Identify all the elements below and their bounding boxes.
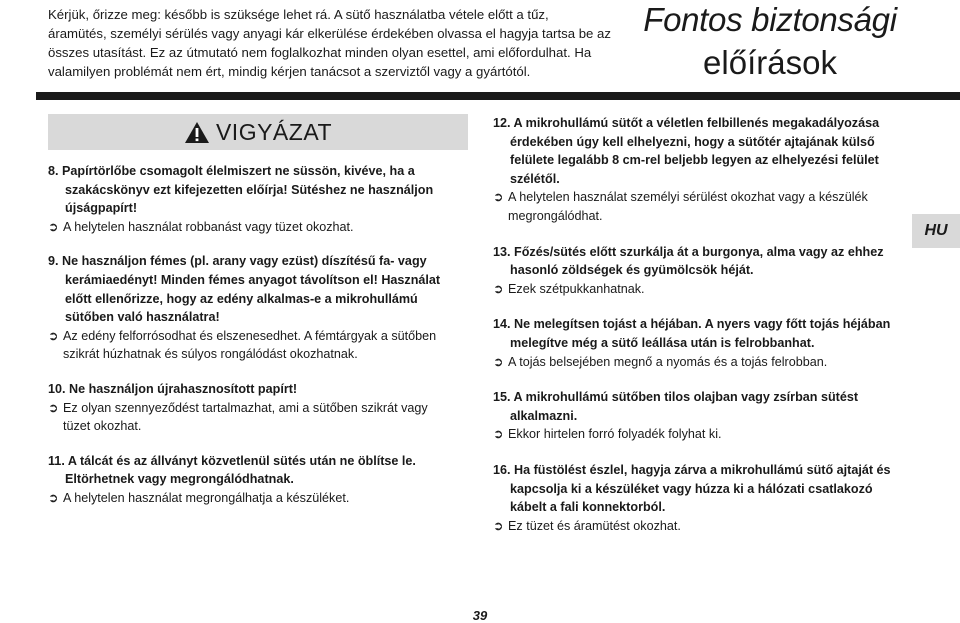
safety-item-heading-line: 12. A mikrohullámú sütőt a véletlen felbillenés megakadályozása	[493, 116, 880, 130]
intro-line: összes utasítást. Ez az útmutató nem foglalkozhat minden olyan esettel, ami előfordulhat. Ha	[48, 45, 592, 60]
safety-item-note-line	[493, 188, 903, 207]
warning-label: VIGYÁZAT	[215, 118, 333, 145]
safety-item-heading-line: érdekében úgy kell elhelyezni, hogy a sütőtér ajtajának külső	[510, 134, 875, 149]
safety-item-heading-line: felülete legalább 8 cm-rel beljebb legyen az elhelyezési felület	[510, 153, 879, 168]
safety-item-note-line	[48, 417, 468, 436]
page-title-line1: Fontos biztonsági	[643, 1, 897, 38]
safety-item-heading-line: Eltörhetnek vagy megrongálódhatnak.	[65, 472, 294, 487]
arrow-bullet-icon: ➲	[493, 518, 504, 533]
safety-item-note-text: Ezek szétpukkanhatnak.	[508, 281, 645, 296]
safety-item-heading-line: hasonló zöldségek és gyümölcsök héját.	[510, 263, 754, 278]
right-column	[493, 114, 903, 552]
safety-item-note-text: A helytelen használat megrongálhatja a készüléket.	[63, 490, 350, 505]
safety-item	[493, 315, 903, 371]
safety-item-heading-line: alkalmazni.	[510, 408, 578, 423]
safety-item-note-line	[493, 207, 903, 226]
safety-item-heading-line: 16. Ha füstölést észlel, hagyja zárva a mikrohullámú sütő ajtaját és	[493, 462, 891, 477]
safety-item-heading-line: szélétől.	[510, 171, 560, 186]
safety-item-note-text: Az edény felforrósodhat és elszenesedhet. A fémtárgyak a sütőben	[63, 328, 437, 343]
arrow-bullet-icon: ➲	[493, 190, 504, 205]
safety-item-note-line	[48, 218, 468, 237]
safety-item	[48, 380, 468, 436]
safety-item-heading-line: melegítve még a sütő leállása után is felrobbanhat.	[510, 335, 815, 350]
left-column	[48, 162, 468, 524]
intro-line: áramütés, személyi sérülés vagy anyagi kár elkerülése érdekében olvassa el hagyja tartsa be az	[48, 26, 611, 41]
safety-item-heading-line: 13. Főzés/sütés előtt szurkálja át a burgonya, alma vagy az ehhez	[493, 244, 884, 259]
arrow-bullet-icon: ➲	[48, 400, 59, 415]
safety-item-note-text: A tojás belsejében megnő a nyomás és a tojás felrobban.	[508, 354, 828, 369]
page-title	[620, 0, 920, 83]
safety-item-note-text: Ekkor hirtelen forró folyadék folyhat ki.	[508, 427, 722, 442]
language-tab: HU	[912, 214, 960, 248]
safety-item-heading-line: kábelt a fali konnektorból.	[510, 500, 666, 515]
safety-item	[48, 162, 468, 236]
safety-item-note-text: szikrát húzhatnak és súlyos rongálódást okozhatnak.	[63, 347, 358, 362]
arrow-bullet-icon: ➲	[493, 427, 504, 442]
safety-item-note-line	[493, 517, 903, 536]
safety-item-note-line	[48, 399, 468, 418]
safety-item-note-line	[48, 345, 468, 364]
safety-item-note-line	[493, 353, 903, 372]
intro-line: valamilyen problémát nem ért, mindig kérjen tanácsot a szerviztől vagy a gyártótól.	[48, 64, 531, 79]
safety-item-note-text: tüzet okozhat.	[63, 419, 142, 434]
intro-paragraph	[48, 5, 628, 81]
safety-item-heading-line: sütőben való használatra!	[65, 310, 220, 325]
warning-banner	[48, 114, 468, 150]
safety-item-heading-line: 8. Papírtörlőbe csomagolt élelmiszert ne süssön, kivéve, ha a	[48, 164, 415, 178]
safety-item-heading-line: 10. Ne használjon újrahasznosított papírt!	[48, 381, 298, 396]
safety-item-heading-line: kerámiaedényt! Minden fémes anyagot távolítson el! Használat	[65, 272, 441, 287]
safety-item	[48, 252, 468, 364]
arrow-bullet-icon: ➲	[48, 490, 59, 505]
safety-item-note-line	[493, 425, 903, 444]
safety-item-note-text: A helytelen használat robbanást vagy tüzet okozhat.	[63, 219, 354, 234]
safety-item	[48, 452, 468, 508]
safety-item	[493, 243, 903, 299]
header-divider	[36, 92, 960, 100]
safety-item-heading-line: 9. Ne használjon fémes (pl. arany vagy ezüst) díszítésű fa- vagy	[48, 254, 427, 269]
safety-item-note-text: Ez tüzet és áramütést okozhat.	[508, 518, 681, 533]
arrow-bullet-icon: ➲	[493, 354, 504, 369]
safety-item	[493, 461, 903, 535]
safety-item-note-line	[48, 489, 468, 508]
safety-item-heading-line: kapcsolja ki a készüléket vagy húzza ki a hálózati csatlakozó	[510, 481, 873, 496]
safety-item-heading-line: előtt ellenőrizze, hogy az edény alkalmas-e a mikrohullámú	[65, 291, 418, 306]
page-title-line2: előírások	[703, 44, 837, 81]
safety-item-heading-line: 11. A tálcát és az állványt közvetlenül sütés után ne öblítse le.	[48, 453, 416, 468]
intro-line: Kérjük, őrizze meg: később is szüksége lehet rá. A sütő használatba vétele előtt a tűz,	[48, 7, 549, 22]
safety-item	[493, 388, 903, 444]
page-number: 39	[472, 608, 488, 623]
safety-item	[493, 114, 903, 226]
arrow-bullet-icon: ➲	[48, 328, 59, 343]
safety-item-note-text: A helytelen használat személyi sérülést okozhat vagy a készülék	[508, 190, 868, 205]
arrow-bullet-icon: ➲	[48, 219, 59, 234]
warning-triangle-icon	[184, 121, 210, 144]
safety-item-note-line	[493, 280, 903, 299]
arrow-bullet-icon: ➲	[493, 281, 504, 296]
safety-item-heading-line: szakácskönyv ezt kifejezetten előírja! Sütéshez ne használjon	[65, 182, 434, 197]
safety-item-note-text: megrongálódhat.	[508, 208, 603, 223]
safety-item-heading-line: 15. A mikrohullámú sütőben tilos olajban vagy zsírban sütést	[493, 390, 859, 405]
safety-item-heading-line: 14. Ne melegítsen tojást a héjában. A nyers vagy főtt tojás héjában	[493, 317, 891, 332]
safety-item-note-line	[48, 327, 468, 346]
safety-item-heading-line: újságpapírt!	[65, 201, 138, 216]
safety-item-note-text: Ez olyan szennyeződést tartalmazhat, ami a sütőben szikrát vagy	[63, 400, 428, 415]
